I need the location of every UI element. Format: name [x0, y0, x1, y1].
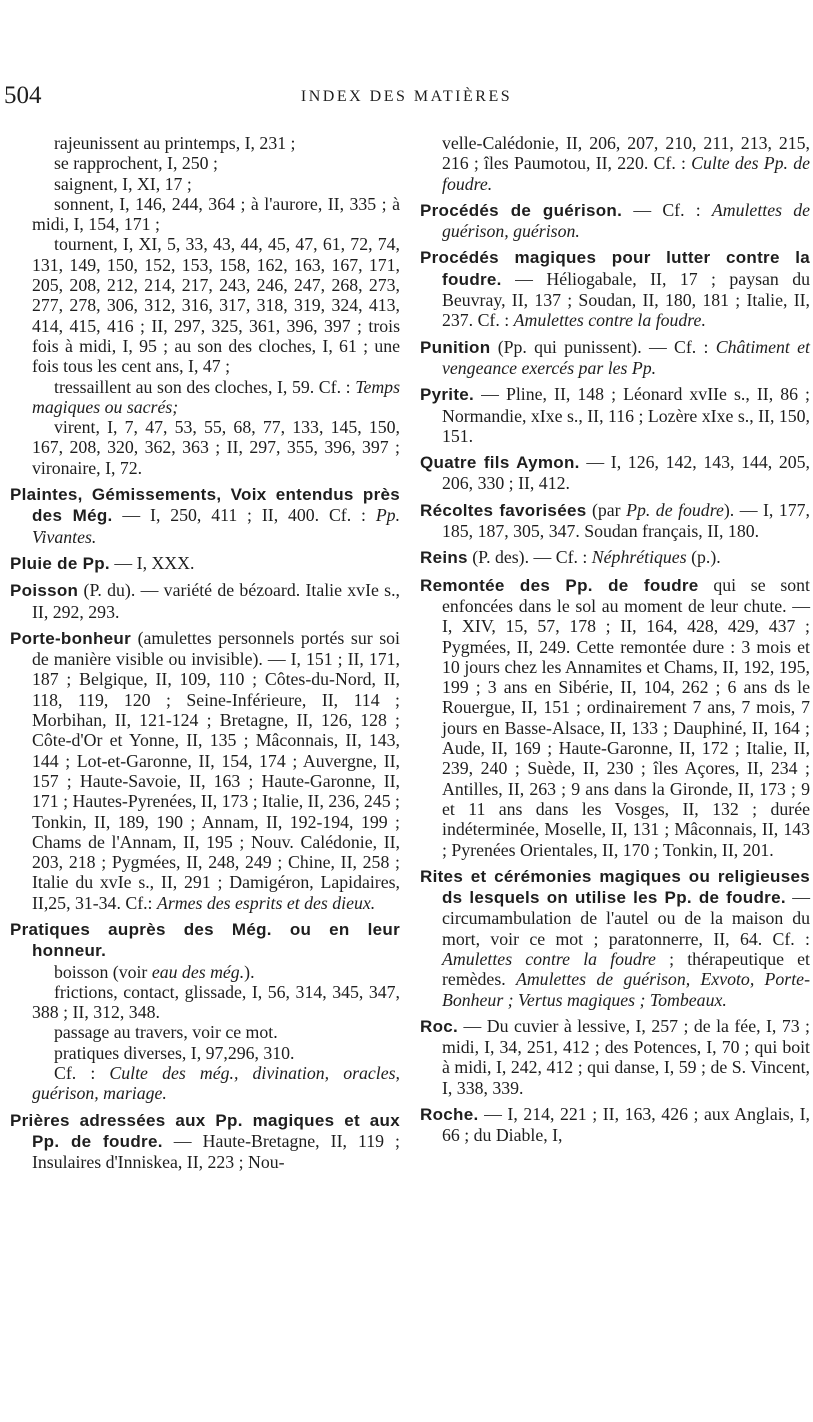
entry-ref-procedes-magiques: Amulettes contre la foudre. [513, 310, 706, 331]
entry-heading-procedes-guerison: Procédés de guérison. [420, 200, 623, 220]
entry-heading-pratiques: Pratiques auprès des Még. ou en leur honneur. [10, 919, 400, 961]
entry-text-reins: (P. des). — Cf. : [472, 547, 588, 568]
index-entry-remontee [420, 575, 810, 860]
entry-text-roc: — Du cuvier à lessive, I, 257 ; de la fée, I, 73 ; midi, I, 34, 251, 412 ; des Potences, I, 70 ; qui boit à midi, I, 242, 412 ; qui danse, I, 59 ; de S. Vincent, I, 338, 339. [442, 1015, 810, 1098]
entry-heading-pluie: Pluie de Pp. [10, 553, 110, 573]
subentry-frictions: frictions, contact, glissade, I, 56, 314, 345, 347, 388 ; II, 312, 348. [32, 981, 400, 1023]
entry-text-rites: — circumambulation de l'autel ou de la maison du mort, voir ce mot ; paratonnerre, II, 64. Cf. : [442, 887, 810, 949]
entry-text-recoltes-1: (par [591, 499, 621, 520]
entry-heading-quatre-fils-aymon: Quatre fils Aymon. [420, 453, 580, 473]
index-entry-rites [420, 866, 810, 1010]
entry-heading-remontee: Remontée des Pp. de foudre [420, 575, 699, 595]
entry-text-poisson: (P. du). — variété de bézoard. Italie xvIe s., II, 292, 293. [32, 580, 400, 622]
entry-heading-procedes-magiques: Procédés magiques pour lutter contre la foudre. [420, 248, 810, 289]
entry-heading-rites: Rites et cérémonies magiques ou religieuses ds lesquels on utilise les Pp. de foudre. [420, 866, 810, 908]
entry-heading-poisson: Poisson [10, 581, 79, 601]
entry-text-plaintes: — I, 250, 411 ; II, 400. Cf. : [122, 505, 366, 526]
entry-text-roche: — I, 214, 221 ; II, 163, 426 ; aux Anglais, I, 66 ; du Diable, I, [442, 1104, 810, 1146]
subentry-pratiques-cf [10, 1063, 400, 1104]
subentry-sonnent: sonnent, I, 146, 244, 364 ; à l'aurore, II, 335 ; à midi, I, 154, 171 ; [32, 193, 400, 235]
entry-text-prieres-cont: velle-Calédonie, II, 206, 207, 210, 211, 213, 215, 216 ; îles Paumotou, II, 220. Cf. : [442, 133, 810, 174]
entry-text-remontee: qui se sont enfoncées dans le sol au moment de leur chute. — I, XIV, 15, 57, 178 ; II, 164, 428, 429, 437 ; Pygmées, II, 249. Cette remontée dure : 3 mois et 10 jours chez les Annamites et Chams, II, 192, 195, 199 ; 3 ans en Sibérie, II, 104, 262 ; 6 ans ds le Rouergue, II, 151 ; ordinairement 7 ans, 7 mois, 7 jours en Basse-Alsace, II, 133 ; Dauphiné, II, 164 ; Aude, II, 169 ; Haute-Garonne, II, 172 ; Italie, II, 239, 240 ; Suède, II, 230 ; îles Açores, II, 234 ; Antilles, II, 263 ; 9 ans dans la Gironde, II, 173 ; 9 et 11 ans dans les Vosges, II, 132 ; durée indéterminée, Moselle, II, 131 ; Mâconnais, II, 143 ; Pyrenées Orientales, II, 170 ; Tonkin, II, 201. [442, 574, 810, 860]
page-number: 504 [4, 82, 42, 109]
index-entry-pratiques [10, 919, 400, 962]
subentry-boisson-text: boisson (voir [54, 961, 148, 982]
index-entry-punition [420, 337, 810, 379]
entry-text-porte-bonheur: (amulettes personnels portés sur soi de manière visible ou invisible). — I, 151 ; II, 171, 187 ; Belgique, II, 109, 110 ; Côtes-du-Nord, II, 118, 119, 120 ; Seine-Inférieure, II, 114 ; Morbihan, II, 121-124 ; Bretagne, II, 126, 128 ; Côte-d'Or et Yonne, II, 135 ; Mâconnais, II, 143, 144 ; Lot-et-Garonne, II, 154, 174 ; Auvergne, II, 157 ; Haute-Savoie, II, 163 ; Haute-Garonne, II, 171 ; Hautes-Pyrenées, II, 173 ; Italie, II, 236, 245 ; Tonkin, II, 189, 190 ; Annam, II, 192-194, 199 ; Chams de l'Annam, II, 195 ; Nouv. Calédonie, II, 203, 218 ; Pygmées, II, 248, 249 ; Chine, II, 258 ; Italie du xvIe s., II, 291 ; Damigéron, Lapidaires, II,25, 31-34. Cf.: [32, 627, 400, 913]
entry-heading-roche: Roche. [420, 1105, 479, 1125]
entry-ref-recoltes: Pp. de foudre [626, 499, 724, 520]
entry-text-pyrite: — Pline, II, 148 ; Léonard xvIIe s., II, 86 ; Normandie, xIxe s., II, 116 ; Lozère xIxe s., II, 150, 151. [442, 384, 810, 446]
entry-ref-rites-2: Amulettes de guérison, Exvoto, Porte-Bonheur ; Vertus magiques ; Tombeaux. [442, 969, 810, 1010]
index-entry-reins [420, 547, 810, 568]
entry-text-procedes-guerison: — Cf. : [633, 199, 701, 220]
entry-heading-reins: Reins [420, 548, 468, 568]
index-entry-poisson [10, 580, 400, 622]
subentry-rajeunissent: rajeunissent au printemps, I, 231 ; [54, 133, 296, 153]
index-entry-pyrite [420, 384, 810, 446]
index-entry-pluie [10, 553, 400, 574]
subentry-passage: passage au travers, voir ce mot. [54, 1022, 278, 1043]
subentry-saignent: saignent, I, XI, 17 ; [54, 173, 192, 194]
entry-continuation-prieres [420, 133, 810, 194]
right-column [420, 133, 810, 1152]
entry-ref-rites-1: Amulettes contre la foudre [442, 948, 656, 969]
entry-heading-porte-bonheur: Porte-bonheur [10, 628, 132, 648]
subentry-virent: virent, I, 7, 47, 53, 55, 68, 77, 133, 145, 150, 167, 208, 320, 362, 363 ; II, 297, 355, 396, 397 ; vironaire, I, 72. [32, 417, 400, 478]
index-entry-prieres [10, 1110, 400, 1173]
subentry-pratiques-cf-ref: Culte des még., divination, oracles, guérison, mariage. [32, 1063, 400, 1104]
subentry-rapprochent: se rapprochent, I, 250 ; [54, 153, 218, 174]
left-column [10, 133, 400, 1179]
index-entry-porte-bonheur [10, 628, 400, 913]
index-entry-plaintes [10, 484, 400, 547]
subentry-boisson-ref: eau des még. [151, 961, 245, 982]
subentry-boisson [10, 962, 400, 982]
entry-text-recoltes-2: ). — I, 177, 185, 187, 305, 347. Soudan français, II, 180. [442, 499, 810, 542]
subentry-pratiques-cf-text: Cf. : [54, 1063, 96, 1084]
entry-heading-plaintes: Plaintes, Gémissements, Voix entendus près des Még. [10, 485, 400, 526]
index-entry-roche [420, 1104, 810, 1146]
running-title: INDEX DES MATIÈRES [300, 88, 513, 105]
entry-text-quatre-fils-aymon: — I, 126, 142, 143, 144, 205, 206, 330 ; II, 412. [442, 452, 811, 494]
entry-heading-recoltes: Récoltes favorisées [420, 500, 587, 520]
entry-text-procedes-magiques: — Héliogabale, II, 17 ; paysan du Beuvray, II, 137 ; Soudan, II, 180, 181 ; Italie, II, 237. Cf. : [442, 268, 811, 331]
entry-heading-punition: Punition [420, 337, 491, 357]
index-entry-quatre-fils-aymon [420, 452, 810, 494]
index-entry-procedes-magiques [420, 247, 810, 330]
entry-heading-pyrite: Pyrite. [420, 385, 475, 405]
subentry-tressaillent [10, 377, 400, 418]
entry-ref-plaintes: Pp. Vivantes. [32, 505, 401, 547]
entry-text-rites-mid: ; thérapeutique et remèdes. [442, 948, 810, 990]
entry-text-reins-end: (p.). [691, 547, 721, 568]
entry-ref-porte-bonheur: Armes des esprits et des dieux. [156, 892, 376, 913]
subentry-boisson-end: ). [244, 961, 255, 982]
entry-ref-prieres: Culte des Pp. de foudre. [442, 153, 810, 194]
entry-ref-procedes-guerison: Amulettes de guérison, guérison. [442, 199, 810, 242]
entry-text-prieres: — Haute-Bretagne, II, 119 ; Insulaires d'Inniskea, II, 223 ; Nou- [32, 1130, 400, 1173]
entry-text-pluie: — I, XXX. [114, 552, 195, 573]
index-entry-procedes-guerison [420, 200, 810, 242]
subentry-tressaillent-text: tressaillent au son des cloches, I, 59. Cf. : [54, 376, 351, 397]
index-entry-roc [420, 1016, 810, 1098]
subentry-pratiques-diverses: pratiques diverses, I, 97,296, 310. [54, 1042, 295, 1063]
entry-heading-roc: Roc. [420, 1016, 459, 1036]
entry-ref-punition: Châtiment et vengeance exercés par les Pp. [442, 336, 810, 378]
entry-heading-prieres: Prières adressées aux Pp. magiques et aux Pp. de foudre. [10, 1110, 400, 1151]
subentry-tournent: tournent, I, XI, 5, 33, 43, 44, 45, 47, 61, 72, 74, 131, 149, 150, 152, 153, 158, 162, 163, 167, 171, 205, 208, 212, 214, 217, 243, 246, 247, 268, 273, 277, 278, 306, 312, 316, 317, 318, 319, 324, 413, 414, 415, 416 ; II, 297, 325, 361, 396, 397 ; trois fois à midi, I, 95 ; au son des cloches, I, 61 ; une fois tous les cent ans, I, 47 ; [32, 234, 400, 377]
index-entry-recoltes [420, 500, 810, 542]
entry-ref-reins: Néphrétiques [591, 547, 687, 568]
entry-text-punition: (Pp. qui punissent). — Cf. : [497, 336, 709, 357]
subentry-tressaillent-ref: Temps magiques ou sacrés; [32, 376, 400, 417]
